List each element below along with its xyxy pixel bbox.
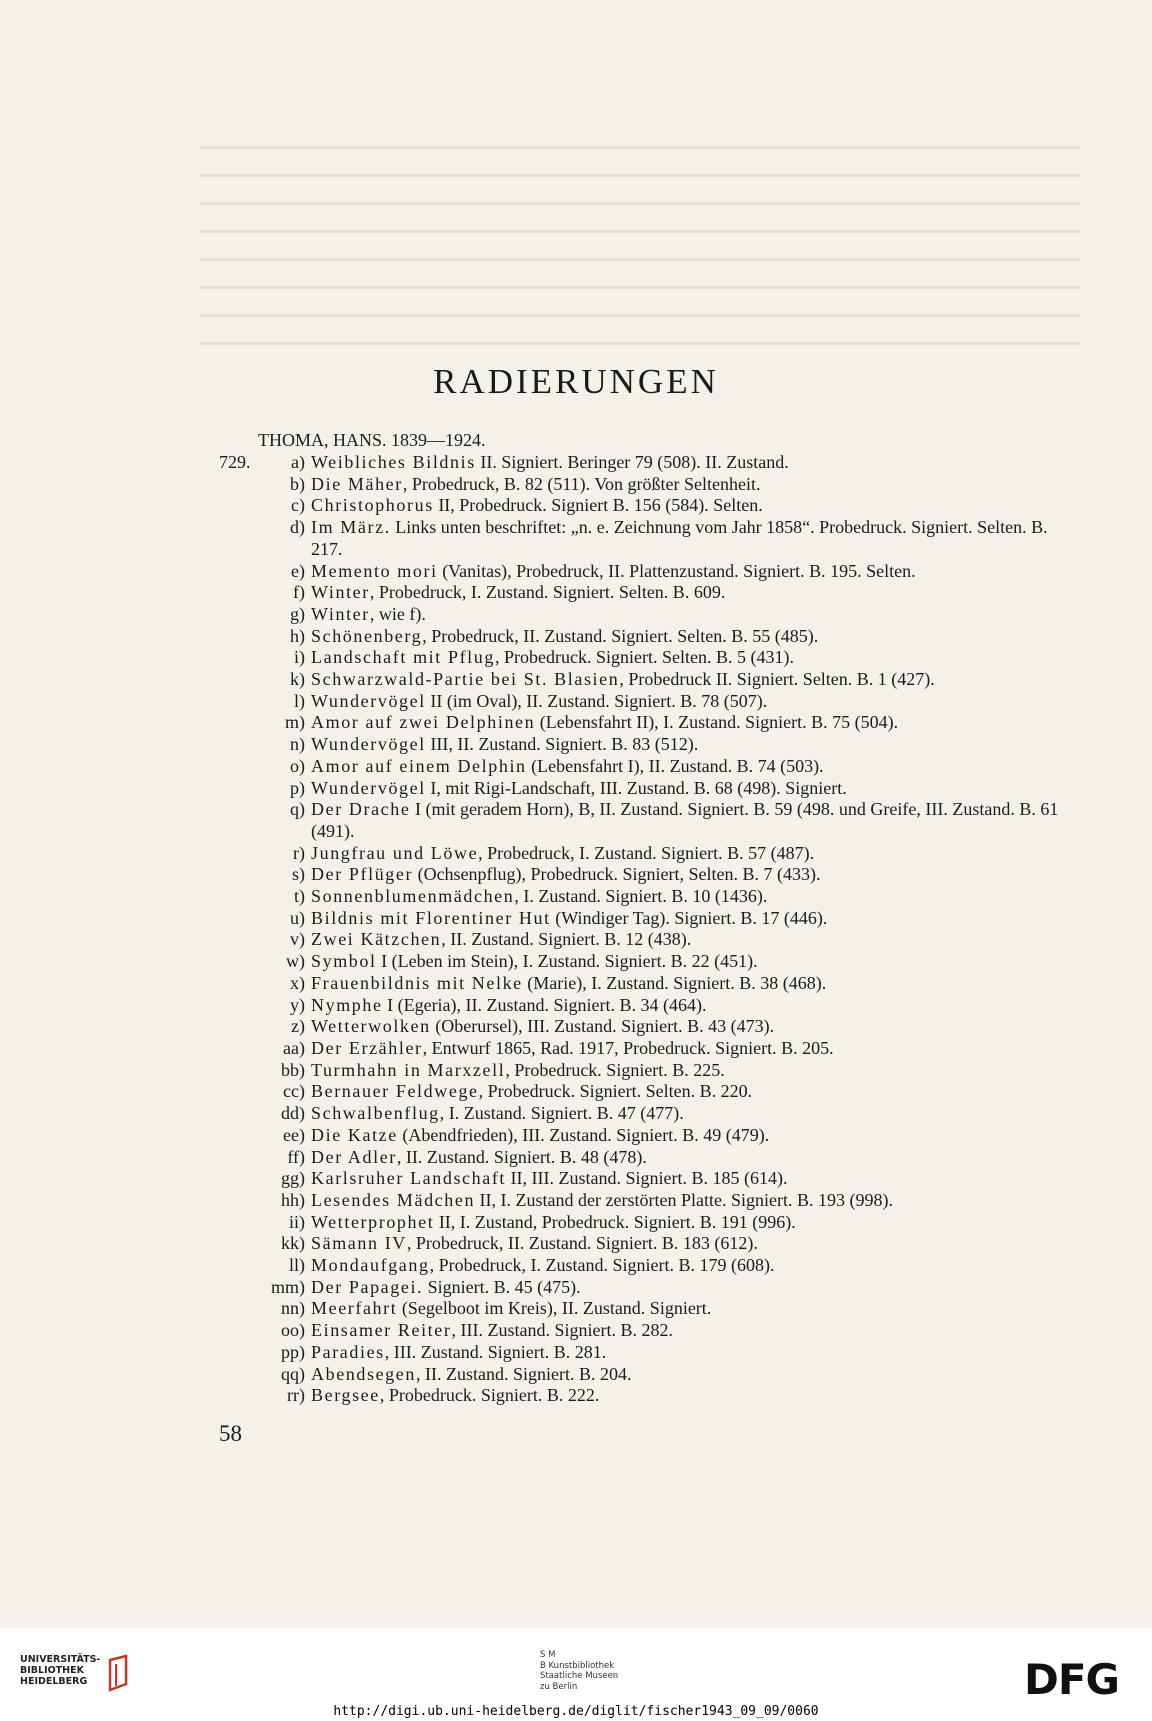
entry-description: II, I. Zustand, Probedruck. Signiert. B. 191 (996). <box>434 1211 796 1232</box>
entry-title: Winter <box>311 603 370 624</box>
entry-description: , III. Zustand. Signiert. B. 281. <box>384 1341 607 1362</box>
entry-description: , Probedruck II. Signiert. Selten. B. 1 (427). <box>619 669 935 690</box>
entry-description: I (mit geradem Horn), B, II. Zustand. Signiert. B. 59 (498. und Greife, III. Zustand. B. 61 (491). <box>311 799 1059 841</box>
museum-logo-line: Staatliche Museen <box>540 1671 619 1681</box>
entry-description: (Segelboot im Kreis), II. Zustand. Signiert. <box>397 1298 712 1319</box>
entry-letter: y) <box>290 994 305 1015</box>
entry-title: Der Erzähler <box>311 1037 423 1058</box>
entry-letter: s) <box>292 864 305 885</box>
entry-letter: k) <box>290 669 305 690</box>
museum-logo <box>540 1650 618 1692</box>
entry-text <box>311 886 1060 908</box>
list-item <box>200 734 1060 756</box>
entry-description: II, III. Zustand. Signiert. B. 185 (614). <box>506 1168 788 1189</box>
entry-letter: p) <box>290 777 305 798</box>
entry-title: Winter <box>311 582 370 603</box>
entry-description: , Probedruck. Signiert. Selten. B. 5 (431). <box>494 647 794 668</box>
list-item <box>200 582 1060 604</box>
entry-text <box>311 843 1060 865</box>
entry-title: Abendsegen <box>311 1363 416 1384</box>
entry-title: Der Papagei. <box>311 1276 424 1297</box>
entry-title: Landschaft mit Pflug <box>311 647 495 668</box>
entry-text <box>311 1364 1060 1386</box>
list-item <box>200 691 1060 713</box>
entry-title: Paradies <box>311 1341 385 1362</box>
entry-letter: oo) <box>281 1320 305 1341</box>
source-url-link[interactable]: http://digi.ub.uni-heidelberg.de/diglit/fischer1943_09_09/0060 <box>333 1704 819 1719</box>
entry-letter: mm) <box>271 1276 305 1297</box>
entry-text <box>311 1212 1060 1234</box>
entry-title: Bergsee <box>311 1385 380 1406</box>
entry-description: , Probedruck. Signiert. Selten. B. 220. <box>478 1081 753 1102</box>
entry-description: Links unten beschriftet: „n. e. Zeichnung vom Jahr 1858“. Probedruck. Signiert. Selten. B. 217. <box>311 517 1048 559</box>
entry-letter: hh) <box>281 1189 305 1210</box>
entry-title: Wetterwolken <box>311 1016 431 1037</box>
entry-title: Lesendes Mädchen <box>311 1189 476 1210</box>
digitization-footer <box>0 1628 1152 1721</box>
entry-letter: rr) <box>287 1385 305 1406</box>
list-item <box>200 1233 1060 1255</box>
entry-text <box>311 1060 1060 1082</box>
entry-title: Bernauer Feldwege <box>311 1081 479 1102</box>
entry-description: II, Probedruck. Signiert B. 156 (584). Selten. <box>433 495 763 516</box>
library-logo-line: UNIVERSITÄTS- <box>20 1654 101 1665</box>
entry-letter: ee) <box>283 1124 305 1145</box>
list-item <box>200 1364 1060 1386</box>
list-item <box>200 1212 1060 1234</box>
entry-letter: u) <box>290 907 305 928</box>
entry-title: Bildnis mit Florentiner Hut <box>311 907 551 928</box>
list-item <box>200 1060 1060 1082</box>
entry-title: Schwalbenflug <box>311 1103 440 1124</box>
entry-title: Im März. <box>311 517 391 538</box>
entry-description: (Abendfrieden), III. Zustand. Signiert. B. 49 (479). <box>397 1124 770 1145</box>
entry-description: (Windiger Tag). Signiert. B. 17 (446). <box>550 907 828 928</box>
entry-text <box>311 452 1060 474</box>
entry-description: , I. Zustand. Signiert. B. 47 (477). <box>439 1103 684 1124</box>
entry-letter: kk) <box>281 1233 305 1254</box>
entry-letter: a) <box>291 452 305 472</box>
entry-letter: w) <box>286 951 305 972</box>
entry-title: Meerfahrt <box>311 1298 398 1319</box>
entry-letter: gg) <box>281 1168 305 1189</box>
entry-description: , II. Zustand. Signiert. B. 12 (438). <box>441 929 692 950</box>
list-item <box>200 973 1060 995</box>
entry-title: Einsamer Reiter <box>311 1320 452 1341</box>
entry-letter: t) <box>294 886 305 907</box>
entry-title: Nymphe <box>311 994 383 1015</box>
entry-letter: q) <box>290 799 305 820</box>
entry-description: (Lebensfahrt I), II. Zustand. B. 74 (503). <box>526 755 824 776</box>
entry-title: Sonnenblumenmädchen <box>311 886 515 907</box>
list-item <box>200 864 1060 886</box>
entry-description: I, mit Rigi-Landschaft, III. Zustand. B. 68 (498). Signiert. <box>425 777 847 798</box>
entry-description: Signiert. B. 45 (475). <box>423 1276 581 1297</box>
entry-title: Turmhahn in Marxzell <box>311 1059 506 1080</box>
entry-letter: cc) <box>283 1081 305 1102</box>
list-item <box>200 517 1060 560</box>
list-item <box>200 452 1060 474</box>
entry-title: Weibliches Bildnis <box>311 452 476 472</box>
entry-text <box>311 1147 1060 1169</box>
library-logo-line: HEIDELBERG <box>20 1676 88 1687</box>
museum-logo-line: S M <box>540 1650 556 1660</box>
entry-text <box>311 1320 1060 1342</box>
entry-title: Karlsruher Landschaft <box>311 1168 507 1189</box>
list-item <box>200 1147 1060 1169</box>
entry-text <box>311 1255 1060 1277</box>
entry-text <box>311 691 1060 713</box>
list-item <box>200 474 1060 496</box>
entry-description: , Probedruck, II. Zustand. Signiert. B. 183 (612). <box>406 1233 758 1254</box>
entry-text <box>311 864 1060 886</box>
list-item <box>200 561 1060 583</box>
entry-letter: m) <box>285 712 305 733</box>
list-item <box>200 1038 1060 1060</box>
entry-description: (Vanitas), Probedruck, II. Plattenzustand. Signiert. B. 195. Selten. <box>437 560 916 581</box>
entry-letter: h) <box>290 625 305 646</box>
museum-logo-line: B Kunstbibliothek <box>540 1660 615 1671</box>
entry-text <box>311 712 1060 734</box>
entry-letter: nn) <box>281 1298 305 1319</box>
entry-text <box>311 951 1060 973</box>
entry-title: Wetterprophet <box>311 1211 435 1232</box>
list-item <box>200 1255 1060 1277</box>
list-item <box>200 1190 1060 1212</box>
entry-title: Der Drache <box>311 799 411 820</box>
entry-letter: ff) <box>287 1146 305 1167</box>
entry-text <box>311 908 1060 930</box>
entry-list <box>200 452 1060 1407</box>
catalog-number: 729. <box>219 452 251 472</box>
entry-text <box>311 1016 1060 1038</box>
list-item <box>200 1125 1060 1147</box>
entry-text <box>311 995 1060 1017</box>
entry-letter: l) <box>294 690 305 711</box>
entry-title: Zwei Kätzchen <box>311 929 442 950</box>
entry-text <box>311 626 1060 648</box>
entry-text <box>311 1168 1060 1190</box>
entry-letter: ll) <box>289 1255 305 1276</box>
entry-text <box>311 517 1060 560</box>
entry-description: , Probedruck, II. Zustand. Signiert. Selten. B. 55 (485). <box>422 625 819 646</box>
entry-title: Sämann IV <box>311 1233 407 1254</box>
entry-title: Der Adler <box>311 1146 397 1167</box>
artist-heading: THOMA, HANS. 1839—1924. <box>258 430 486 450</box>
entry-description: , II. Zustand. Signiert. B. 48 (478). <box>396 1146 647 1167</box>
dfg-logo: DFG <box>1024 1655 1120 1704</box>
entry-title: Die Katze <box>311 1124 398 1145</box>
entry-letter: aa) <box>283 1037 305 1058</box>
list-item <box>200 1103 1060 1125</box>
entry-description: , Probedruck, B. 82 (511). Von größter Seltenheit. <box>402 473 761 494</box>
entry-letter: i) <box>294 647 305 668</box>
page-title: RADIERUNGEN <box>433 362 719 401</box>
museum-logo-line: zu Berlin <box>540 1681 578 1692</box>
entry-letter: b) <box>290 473 305 494</box>
entry-description: (Marie), I. Zustand. Signiert. B. 38 (468). <box>522 972 827 993</box>
list-item <box>200 908 1060 930</box>
entry-text <box>311 734 1060 756</box>
list-item <box>200 843 1060 865</box>
list-item <box>200 626 1060 648</box>
entry-letter: qq) <box>281 1363 305 1384</box>
entry-text <box>311 778 1060 800</box>
entry-letter: g) <box>290 603 305 624</box>
entry-text <box>311 582 1060 604</box>
list-item <box>200 604 1060 626</box>
list-item <box>200 1385 1060 1407</box>
list-item <box>200 712 1060 734</box>
list-item <box>200 1342 1060 1364</box>
library-logo-line: BIBLIOTHEK <box>20 1665 84 1676</box>
entry-text <box>311 799 1060 842</box>
entry-text <box>311 561 1060 583</box>
entry-description: I (Egeria), II. Zustand. Signiert. B. 34 (464). <box>382 994 707 1015</box>
entry-letter: z) <box>291 1016 305 1037</box>
list-item <box>200 929 1060 951</box>
entry-description: II (im Oval), II. Zustand. Signiert. B. 78 (507). <box>425 690 768 711</box>
list-item <box>200 1298 1060 1320</box>
entry-letter: bb) <box>281 1059 305 1080</box>
entry-text <box>311 929 1060 951</box>
entry-description: (Ochsenpflug), Probedruck. Signiert, Selten. B. 7 (433). <box>413 864 821 885</box>
entry-description: , Probedruck, I. Zustand. Signiert. B. 179 (608). <box>429 1255 775 1276</box>
entry-text <box>311 474 1060 496</box>
entry-text <box>311 669 1060 691</box>
entry-description: , Probedruck. Signiert. B. 225. <box>505 1059 725 1080</box>
entry-title: Amor auf einem Delphin <box>311 755 527 776</box>
entry-text <box>311 1342 1060 1364</box>
entry-title: Amor auf zwei Delphinen <box>311 712 536 733</box>
entry-title: Mondaufgang <box>311 1255 430 1276</box>
entry-letter: v) <box>290 929 305 950</box>
entry-text <box>311 1385 1060 1407</box>
entry-description: (Oberursel), III. Zustand. Signiert. B. 43 (473). <box>430 1016 775 1037</box>
entry-description: (Lebensfahrt II), I. Zustand. Signiert. B. 75 (504). <box>535 712 899 733</box>
entry-letter: x) <box>290 972 305 993</box>
entry-letter: d) <box>290 517 305 538</box>
list-item <box>200 995 1060 1017</box>
entry-description: I (Leben im Stein), I. Zustand. Signiert. B. 22 (451). <box>376 951 758 972</box>
entry-title: Die Mäher <box>311 473 403 494</box>
entry-title: Wundervögel <box>311 690 426 711</box>
entry-description: , II. Zustand. Signiert. B. 204. <box>415 1363 632 1384</box>
entry-text <box>311 495 1060 517</box>
entry-title: Schönenberg <box>311 625 423 646</box>
entry-text <box>311 1038 1060 1060</box>
entry-letter: c) <box>291 495 305 516</box>
entry-letter: ii) <box>289 1211 305 1232</box>
entry-description: , Probedruck, I. Zustand. Signiert. B. 57 (487). <box>478 842 815 863</box>
entry-text <box>311 1190 1060 1212</box>
entry-description: , wie f). <box>369 603 426 624</box>
list-item <box>200 951 1060 973</box>
entry-text <box>311 1233 1060 1255</box>
list-item <box>200 1016 1060 1038</box>
entry-letter: f) <box>293 582 305 603</box>
entry-title: Symbol <box>311 951 377 972</box>
entry-letter: n) <box>290 734 305 755</box>
entry-title: Schwarzwald-Partie bei St. Blasien <box>311 669 620 690</box>
list-item <box>200 1320 1060 1342</box>
entry-description: II, I. Zustand der zerstörten Platte. Signiert. B. 193 (998). <box>475 1189 893 1210</box>
show-through-text <box>200 130 1080 350</box>
entry-letter: o) <box>290 755 305 776</box>
entry-description: , III. Zustand. Signiert. B. 282. <box>451 1320 673 1341</box>
entry-title: Wundervögel <box>311 734 426 755</box>
entry-letter: dd) <box>281 1103 305 1124</box>
entry-description: , Probedruck. Signiert. B. 222. <box>379 1385 600 1406</box>
entry-title: Jungfrau und Löwe <box>311 842 479 863</box>
entry-title: Christophorus <box>311 495 434 516</box>
list-item <box>200 886 1060 908</box>
list-item <box>200 756 1060 778</box>
entry-title: Memento mori <box>311 560 438 581</box>
entry-text <box>311 1125 1060 1147</box>
entry-letter: r) <box>293 842 305 863</box>
entry-description: , Entwurf 1865, Rad. 1917, Probedruck. Signiert. B. 205. <box>422 1037 834 1058</box>
entry-title: Frauenbildnis mit Nelke <box>311 972 523 993</box>
list-item <box>200 1081 1060 1103</box>
entry-text <box>311 973 1060 995</box>
entry-text <box>311 604 1060 626</box>
entry-description: III, II. Zustand. Signiert. B. 83 (512). <box>425 734 699 755</box>
page-number: 58 <box>219 1421 242 1446</box>
library-mark-icon <box>104 1654 134 1694</box>
entry-text <box>311 1103 1060 1125</box>
list-item <box>200 669 1060 691</box>
entry-description: , I. Zustand. Signiert. B. 10 (1436). <box>514 886 768 907</box>
entry-title: Der Pflüger <box>311 864 414 885</box>
list-item <box>200 799 1060 842</box>
entry-text <box>311 756 1060 778</box>
entry-text <box>311 1298 1060 1320</box>
list-item <box>200 1168 1060 1190</box>
list-item <box>200 647 1060 669</box>
entry-letter: e) <box>291 560 305 581</box>
entry-text <box>311 1081 1060 1103</box>
entry-description: , Probedruck, I. Zustand. Signiert. Selten. B. 609. <box>369 582 726 603</box>
entry-title: Wundervögel <box>311 777 426 798</box>
entry-letter: pp) <box>281 1341 305 1362</box>
list-item <box>200 1277 1060 1299</box>
entry-text <box>311 1277 1060 1299</box>
list-item <box>200 495 1060 517</box>
list-item <box>200 778 1060 800</box>
entry-description: II. Signiert. Beringer 79 (508). II. Zustand. <box>475 452 789 472</box>
entry-text <box>311 647 1060 669</box>
